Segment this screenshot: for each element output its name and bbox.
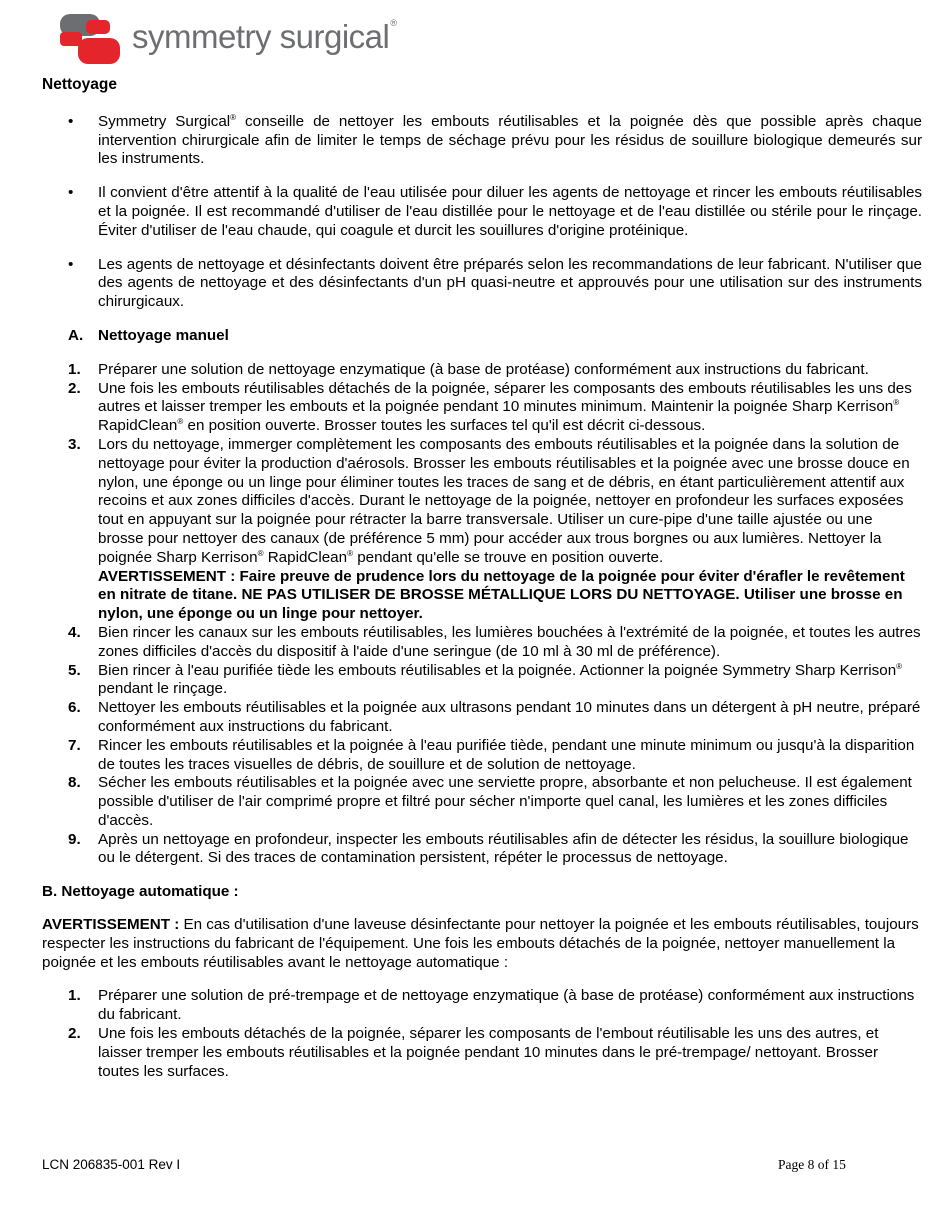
step-number: 1. (68, 360, 81, 378)
heading-text: Nettoyage manuel (98, 326, 229, 344)
registered-mark: ® (347, 548, 353, 558)
step-number: 2. (68, 379, 81, 397)
brand-registered-mark: ® (390, 18, 397, 28)
registered-mark: ® (896, 661, 903, 671)
registered-mark: ® (893, 398, 900, 408)
bullet-icon: • (68, 184, 74, 202)
intro-bullet-list (42, 113, 922, 312)
step-item (42, 699, 922, 737)
warning-text: En cas d'utilisation d'une laveuse désinfectante pour nettoyer la poignée et les embouts réutilisables, toujours respecter les instructions du fabricant de l'équipement. Une fois les embouts détachés de la poignée, nettoyer manuellement la poignée et les embouts réutilisables avant le nettoyage automatique : (42, 916, 919, 971)
document-reference: LCN 206835-001 Rev I (42, 1157, 181, 1172)
registered-mark: ® (177, 417, 184, 427)
bullet-item (42, 256, 922, 312)
step-number: 5. (68, 661, 81, 679)
registered-mark: ® (257, 548, 264, 558)
bullet-item (42, 113, 922, 169)
symmetry-surgical-logo (56, 12, 426, 70)
logo-mark-icon (56, 12, 126, 68)
step-text: Préparer une solution de pré-trempage et de nettoyage enzymatique (à base de protéase) conformément aux instructions du fabricant. (98, 987, 915, 1024)
step-number: 6. (68, 699, 81, 717)
step-text: pendant qu'elle se trouve en position ouverte. (352, 548, 664, 566)
step-item (42, 380, 922, 436)
step-text: Rincer les embouts réutilisables et la poignée à l'eau purifiée tiède, pendant une minute minimum ou jusqu'à la disparition de toutes les traces visuelles de débris, de souillure et de solution de nettoyage. (98, 736, 915, 773)
manual-steps-list (42, 361, 922, 869)
step-item (42, 361, 922, 380)
step-item (42, 774, 922, 830)
step-text: Nettoyer les embouts réutilisables et la poignée aux ultrasons pendant 10 minutes dans un détergent à pH neutre, préparé conformément aux instructions du fabricant. (98, 699, 921, 735)
step-item (42, 1025, 922, 1081)
page-number: Page 8 of 15 (778, 1157, 846, 1172)
bullet-icon: • (68, 112, 74, 130)
step-number: 2. (68, 1025, 81, 1043)
step-number: 9. (68, 830, 81, 848)
brand-name: symmetry surgical (132, 18, 390, 55)
section-title: Nettoyage (42, 76, 117, 93)
bullet-text: Symmetry Surgical (98, 112, 231, 130)
step-text: Bien rincer à l'eau purifiée tiède les embouts réutilisables et la poignée. Actionner la poignée Symmetry Sharp Kerrison (98, 661, 897, 679)
automatic-steps-list (42, 987, 922, 1081)
bullet-icon: • (68, 255, 74, 273)
step-number: 1. (68, 987, 81, 1005)
bullet-text: conseille de nettoyer les embouts réutilisables et la poignée dès que possible après chaque intervention chirurgicale afin de limiter le temps de séchage prévu pour les résidus de souillure biologique demeurés sur les instruments. (98, 112, 922, 168)
step-item (42, 737, 922, 775)
step-number: 8. (68, 774, 81, 792)
step-item (42, 987, 922, 1025)
document-body (42, 76, 922, 1081)
step-text: Une fois les embouts détachés de la poignée, séparer les composants de l'embout réutilisable les uns des autres, et laisser tremper les embouts réutilisables et la poignée pendant 10 minutes dans le pré-trempage/ nettoyant. Brosser toutes les surfaces. (98, 1025, 879, 1080)
step-item (42, 662, 922, 700)
step-item (42, 436, 922, 624)
registered-mark: ® (230, 112, 237, 122)
manual-cleaning-heading (42, 327, 922, 346)
step-text: Lors du nettoyage, immerger complètement les composants des embouts réutilisables et la poignée dans la solution de nettoyage pour éviter la production d'aérosols. Brosser les embouts réutilisables et la poignée avec une brosse douce en nylon, une éponge ou un linge pour éliminer toutes les traces de sang et de débris, en étant particulièrement attentif aux recoins et aux zones difficiles d'accès. Durant le nettoyage de la poignée, nettoyer en profondeur les surfaces exposées tout en appuyant sur la poignée pour rétracter la barre transversale. Utiliser un cure-pipe d'une taille ajustée ou une brosse pour nettoyer des canaux (de préférence 5 mm) pour accéder aux trous borgnes ou aux lumières. Nettoyer la poignée Sharp Kerrison (98, 435, 910, 566)
step-text: Bien rincer les canaux sur les embouts réutilisables, les lumières bouchées à l'extrémité de la poignée, et toutes les autres zones difficiles d'accès du dispositif à l'aide d'une seringue (de 10 ml à 30 ml de préférence). (98, 623, 921, 660)
step-text: Après un nettoyage en profondeur, inspecter les embouts réutilisables afin de détecter les résidus, la souillure biologique ou le détergent. Si des traces de contamination persistent, répéter le processus de nettoyage. (98, 830, 909, 867)
bullet-text: Il convient d'être attentif à la qualité de l'eau utilisée pour diluer les agents de nettoyage et rincer les embouts réutilisables et la poignée. Il est recommandé d'utiliser de l'eau distillée pour le nettoyage et de l'eau distillée ou stérile pour le rinçage. Éviter d'utiliser de l'eau chaude, qui coagule et durcit les souillures d'origine protéinique. (98, 184, 922, 239)
step-number: 4. (68, 623, 81, 641)
step-text: RapidClean (98, 417, 178, 435)
step-number: 3. (68, 435, 81, 453)
step-number: 7. (68, 736, 81, 754)
step-text: Préparer une solution de nettoyage enzymatique (à base de protéase) conformément aux instructions du fabricant. (98, 360, 869, 378)
automatic-cleaning-heading: B. Nettoyage automatique : (42, 883, 239, 901)
heading-letter: A. (68, 326, 84, 344)
automatic-warning-paragraph (42, 916, 922, 972)
bullet-item (42, 184, 922, 240)
step-text: pendant le rinçage. (98, 680, 228, 698)
step-text: en position ouverte. Brosser toutes les surfaces tel qu'il est décrit ci-dessous. (183, 417, 706, 435)
step-text: Une fois les embouts réutilisables détachés de la poignée, séparer les composants des embouts réutilisables les uns des autres et laisser tremper les embouts et la poignée pendant 10 minutes minimum. Maintenir la poignée Sharp Kerrison (98, 379, 912, 416)
step-item (42, 831, 922, 869)
step-text: RapidClean (263, 548, 348, 566)
brand-wordmark (132, 18, 397, 56)
cleaning-warning: AVERTISSEMENT : Faire preuve de prudence lors du nettoyage de la poignée pour éviter d'érafler le revêtement en nitrate de titane. NE PAS UTILISER DE BROSSE MÉTALLIQUE LORS DU NETTOYAGE. Utiliser une brosse en nylon, une éponge ou un linge pour nettoyer. (98, 567, 905, 623)
step-item (42, 624, 922, 662)
warning-label: AVERTISSEMENT : (42, 916, 180, 934)
step-text: Sécher les embouts réutilisables et la poignée avec une serviette propre, absorbante et non pelucheuse. Il est également possible d'utiliser de l'air comprimé propre et filtré pour sécher n'importe quel canal, les lumières et les zones difficiles d'accès. (98, 774, 912, 829)
bullet-text: Les agents de nettoyage et désinfectants doivent être préparés selon les recommandations de leur fabricant. N'utiliser que des agents de nettoyage et des désinfectants d'un pH quasi-neutre et approuvés pour une utilisation sur des instruments chirurgicaux. (98, 255, 922, 311)
